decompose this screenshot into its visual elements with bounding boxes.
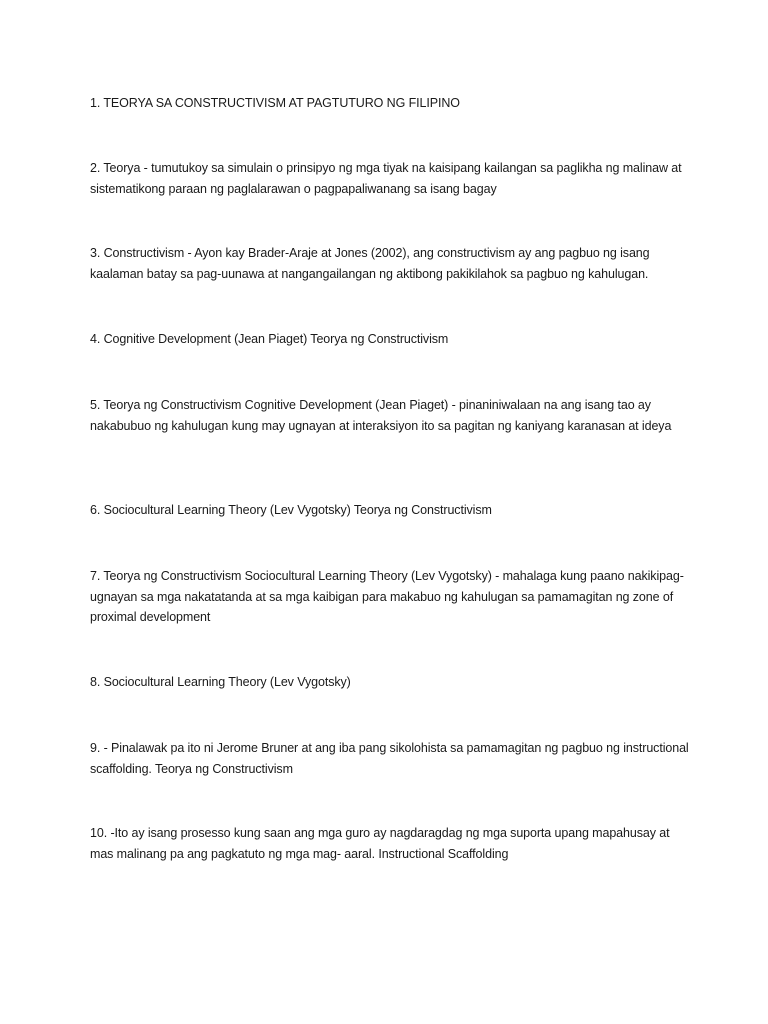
- paragraph-8: 8. Sociocultural Learning Theory (Lev Vygotsky): [90, 675, 351, 689]
- paragraph-3: 3. Constructivism - Ayon kay Brader-Araje at Jones (2002), ang constructivism ay ang pagbuo ng isang kaalaman batay sa pag-uunawa at nangangailangan ng aktibong pakikilahok sa pagbuo ng kahulugan.: [90, 246, 650, 281]
- paragraph-1: 1. TEORYA SA CONSTRUCTIVISM AT PAGTUTURO NG FILIPINO: [90, 96, 460, 110]
- paragraph-10: 10. -Ito ay isang prosesso kung saan ang mga guro ay nagdaragdag ng mga suporta upang mapahusay at mas malinang pa ang pagkatuto ng mga mag- aaral. Instructional Scaffolding: [90, 826, 670, 861]
- paragraph-9: 9. - Pinalawak pa ito ni Jerome Bruner at ang iba pang sikolohista sa pamamagitan ng pagbuo ng instructional scaffolding. Teorya ng Constructivism: [90, 741, 689, 776]
- paragraph-4: 4. Cognitive Development (Jean Piaget) Teorya ng Constructivism: [90, 332, 449, 346]
- paragraph-5: 5. Teorya ng Constructivism Cognitive Development (Jean Piaget) - pinaniniwalaan na ang isang tao ay nakabubuo ng kahulugan kung may ugnayan at interaksiyon ito sa pagitan ng kaniyang karanasan at ideya: [90, 398, 672, 433]
- paragraph-6: 6. Sociocultural Learning Theory (Lev Vygotsky) Teorya ng Constructivism: [90, 503, 492, 517]
- paragraph-7: 7. Teorya ng Constructivism Sociocultural Learning Theory (Lev Vygotsky) - mahalaga kung paano nakikipag-ugnayan sa mga nakatatanda at sa mga kaibigan para makabuo ng kahulugan sa pamamagitan ng zone of proximal development: [90, 569, 684, 624]
- paragraph-2: 2. Teorya - tumutukoy sa simulain o prinsipyo ng mga tiyak na kaisipang kailangan sa paglikha ng malinaw at sistematikong paraan ng paglalarawan o pagpapaliwanang sa isang bagay: [90, 161, 682, 196]
